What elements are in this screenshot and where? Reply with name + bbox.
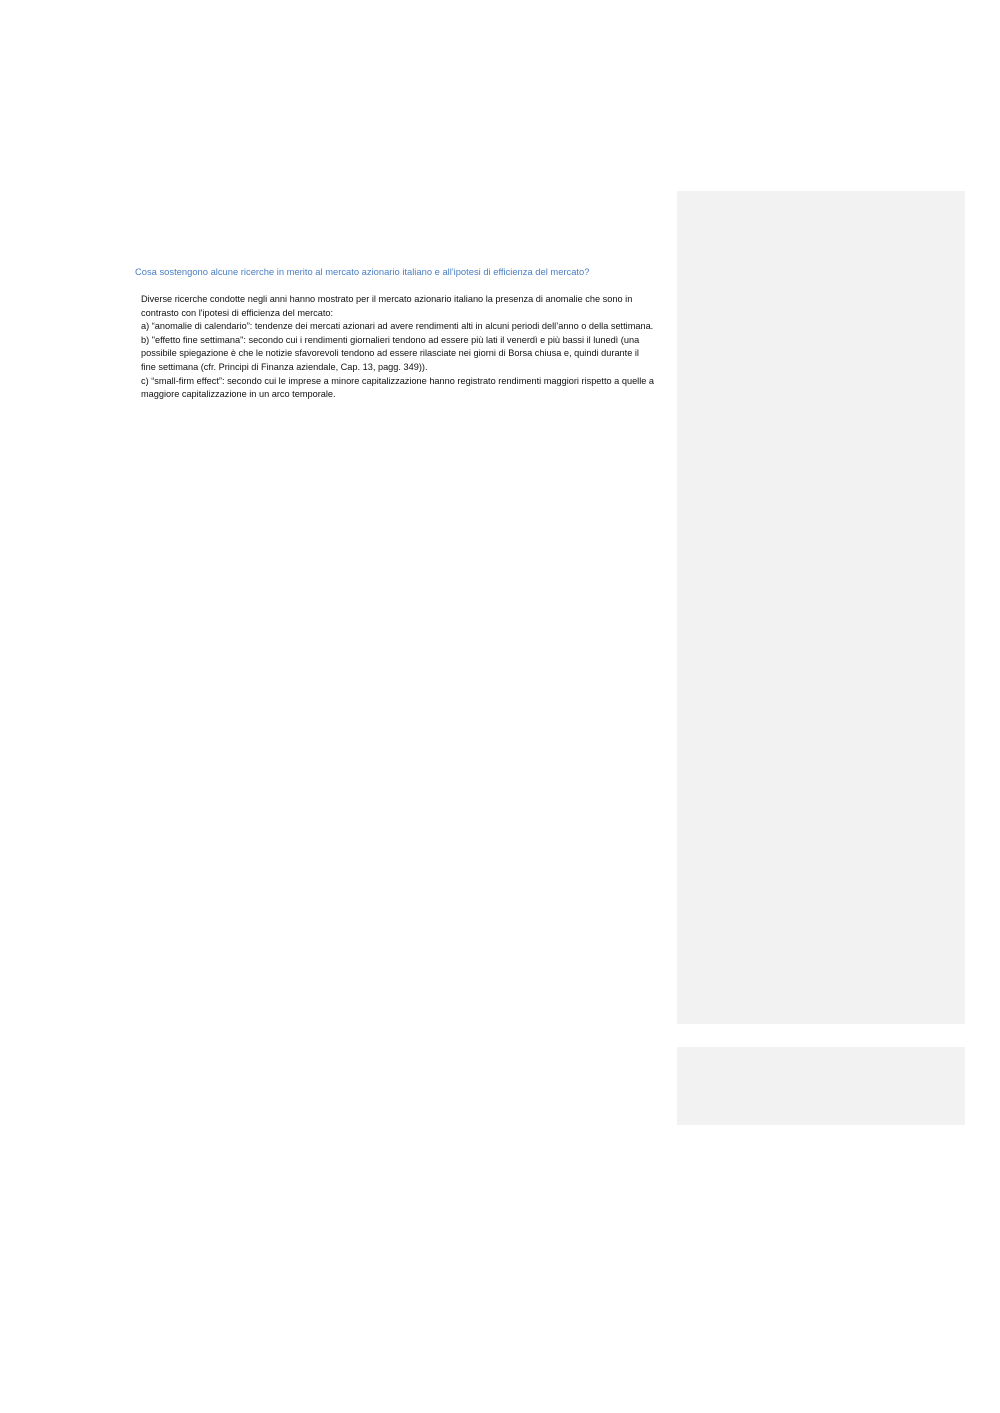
answer-point-c: c) “small-firm effect”: secondo cui le imprese a minore capitalizzazione hanno registrato rendimenti maggiori rispetto a quelle a maggiore capitalizzazione in un arco temporale. [141,375,655,400]
comment-panel-bottom [677,1047,965,1125]
question-heading: Cosa sostengono alcune ricerche in merito al mercato azionario italiano e all'ipotesi di efficienza del mercato? [135,266,590,277]
answer-point-b: b) "effetto fine settimana": secondo cui i rendimenti giornalieri tendono ad essere più lati il venerdì e più bassi il lunedì (una possibile spiegazione è che le notizie sfavorevoli tendono ad essere rilasciate nei giorni di Borsa chiusa e, quindi durante il fine settimana (cfr. Principi di Finanza aziendale, Cap. 13, pagg. 349)). [141,334,640,372]
answer-intro: Diverse ricerche condotte negli anni hanno mostrato per il mercato azionario italiano la presenza di anomalie che sono in contrasto con l'ipotesi di efficienza del mercato: [141,294,633,318]
comment-panel-top [677,191,965,1024]
answer-point-a: a) “anomalie di calendario”: tendenze dei mercati azionari ad avere rendimenti alti in alcuni periodi dell’anno o della settimana. [141,321,654,332]
answer-text [141,293,655,402]
